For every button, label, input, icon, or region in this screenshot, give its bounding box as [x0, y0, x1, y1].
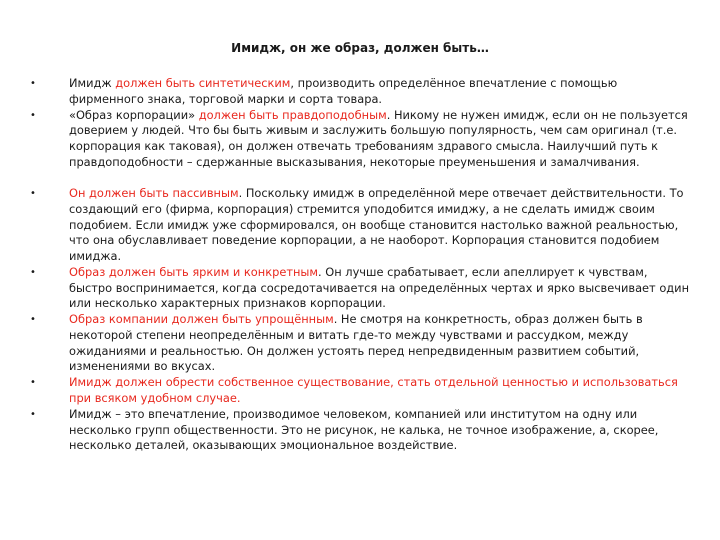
slide-title: Имидж, он же образ, должен быть… — [231, 41, 489, 55]
item-text: «Образ корпорации» — [69, 107, 199, 122]
bullet-icon: • — [30, 266, 36, 278]
item-highlight: должен быть синтетическим — [115, 76, 291, 90]
list-item — [30, 375, 690, 406]
item-text: , производить определённое впечатление с помощью фирменного знака, торговой марки и сорта товара. — [69, 76, 618, 106]
bullet-icon: • — [30, 78, 36, 89]
item-highlight: Он должен быть пассивным — [69, 186, 239, 201]
bullet-list — [30, 76, 690, 454]
item-highlight: Образ должен быть ярким и конкретным — [69, 264, 319, 279]
item-text: Имидж — [69, 76, 116, 90]
item-text: . Никому не нужен имидж, если он не пользуется доверием у людей. Что бы быть живым и заслужить большую популярность, чем сам оригинал (т.е. корпорация как таковая), он должен отвечать требованиям здравого смысла. Наилучший путь к правдоподобности – сдержанные высказывания, некоторые преуменьшения и замалчивания. — [69, 107, 688, 169]
item-text: . Не смотря на конкретность, образ должен быть в некоторой степени неопределённым и витать где-то между чувствами и рассудком, между ожиданиями и реальностью. Он должен устоять перед непредвиденным развитием событий, изменениями во вкусах. — [69, 312, 643, 374]
list-item — [30, 265, 690, 312]
list-item — [30, 312, 690, 375]
list-item — [30, 108, 690, 187]
item-text: Имидж – это впечатление, производимое человеком, компанией или институтом на одну или несколько групп общественности. Это не рисунок, не калька, не точное изображение, а, скорее, несколько деталей, оказывающих эмоциональное воздействие. — [69, 406, 659, 453]
item-highlight: Имидж должен обрести собственное существование, стать отдельной ценностью и использоваться при всяком удобном случае. — [69, 375, 678, 405]
item-text: . Поскольку имидж в определённой мере отвечает действительности. То создающий его (фирма, корпорация) стремится уподобится имиджу, а не сделать имидж своим подобием. Если имидж уже сформировался, он вообще становится настолько важной реальностью, что она обуславливает поведение корпорации, а не наоборот. Корпорация становится подобием имиджа. — [69, 186, 684, 264]
bullet-icon: • — [30, 408, 36, 420]
list-item — [30, 407, 690, 454]
bullet-icon: • — [30, 314, 36, 326]
list-item — [30, 76, 690, 107]
item-text: . Он лучше срабатывает, если апеллирует к чувствам, быстро воспринимается, когда сосредотачивается на определённых чертах и ярко высвечивает один или несколько характерных признаков корпорации. — [69, 264, 690, 311]
item-highlight: Образ компании должен быть упрощённым — [69, 312, 334, 327]
bullet-icon: • — [30, 377, 36, 389]
list-item — [30, 186, 690, 265]
item-highlight: должен быть правдоподобным — [198, 107, 387, 122]
bullet-icon: • — [30, 109, 36, 121]
bullet-icon: • — [30, 188, 36, 200]
